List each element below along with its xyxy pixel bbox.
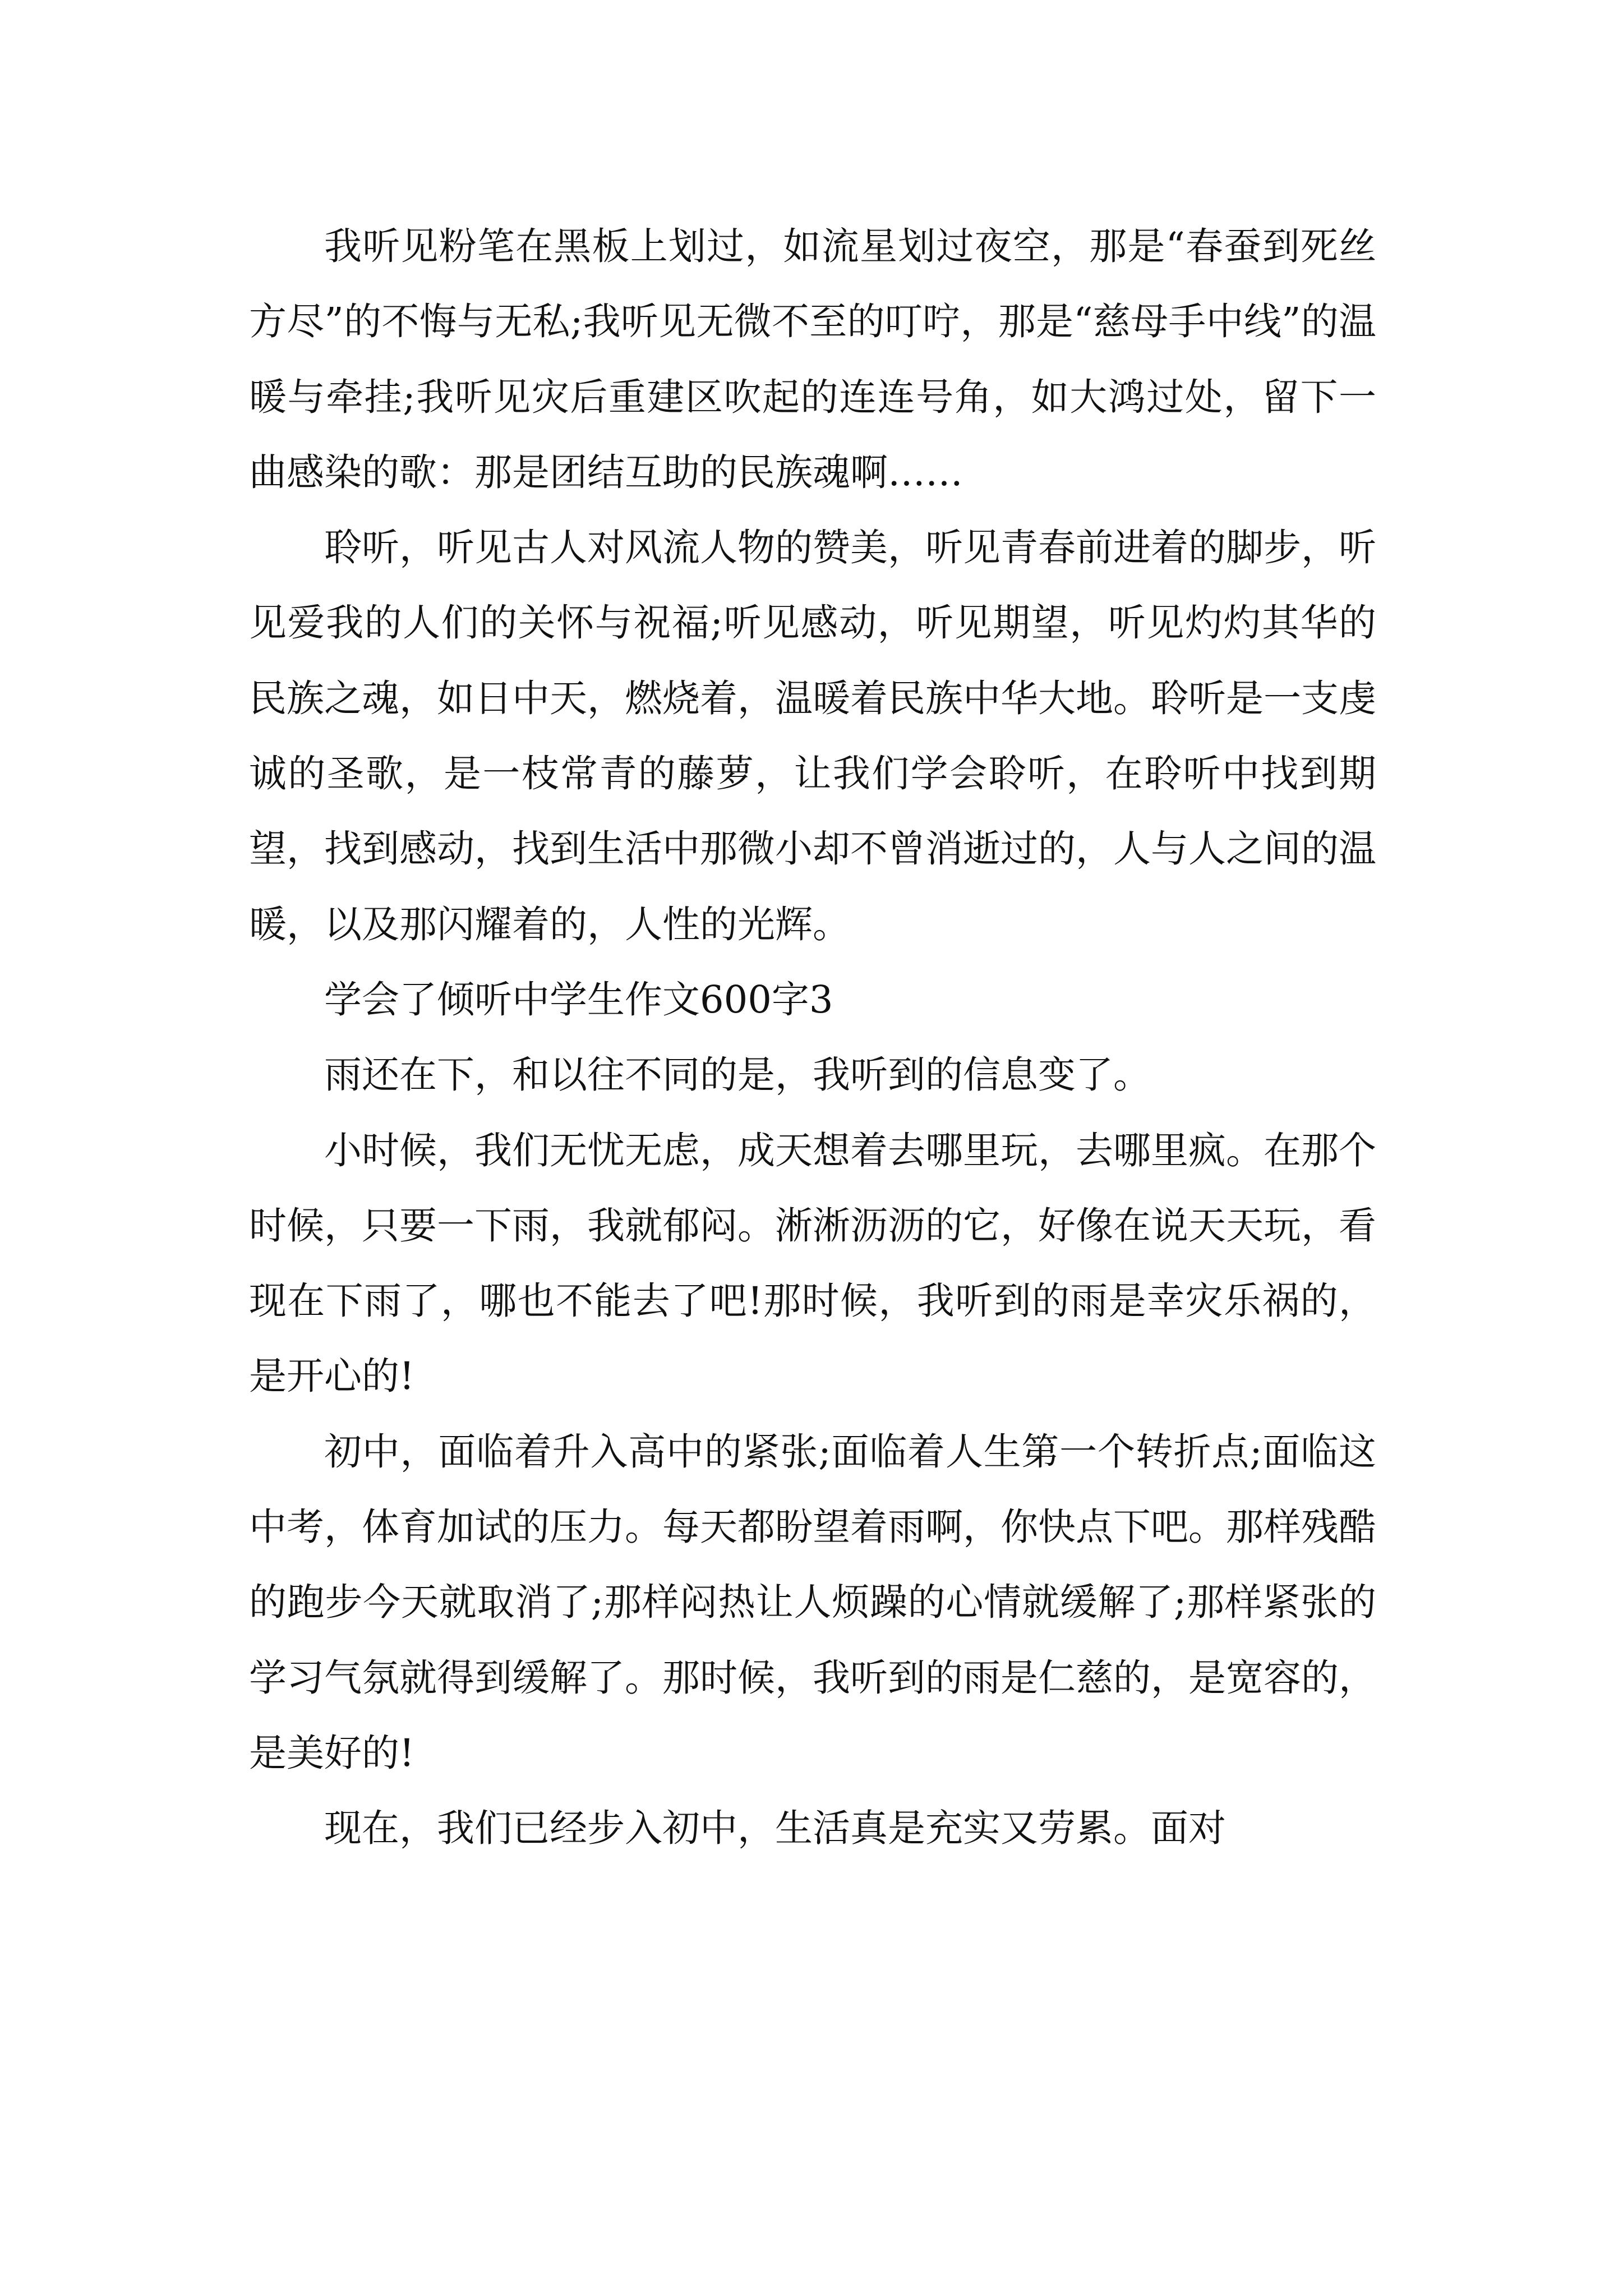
paragraph-teachers-mothers: 我听见粉笔在黑板上划过，如流星划过夜空，那是“春蚕到死丝方尽”的不悔与无私;我听见无微不至的叮咛，那是“慈母手中线”的温暖与牵挂;我听见灾后重建区吹起的连连号角，如大鸿过处，留下一曲感染的歌：那是团结互助的民族魂啊…… — [249, 224, 1376, 494]
document-body — [249, 209, 1376, 1866]
paragraph-childhood: 小时候，我们无忧无虑，成天想着去哪里玩，去哪里疯。在那个时候，只要一下雨，我就郁闷。淅淅沥沥的它，好像在说天天玩，看现在下雨了，哪也不能去了吧!那时候，我听到的雨是幸灾乐祸的，是开心的! — [249, 1128, 1376, 1398]
paragraph-listening-reflection: 聆听，听见古人对风流人物的赞美，听见青春前进着的脚步，听见爱我的人们的关怀与祝福;听见感动，听见期望，听见灼灼其华的民族之魂，如日中天，燃烧着，温暖着民族中华大地。聆听是一支虔诚的圣歌，是一枝常青的藤萝，让我们学会聆听，在聆听中找到期望，找到感动，找到生活中那微小却不曾消逝过的，人与人之间的温暖，以及那闪耀着的，人性的光辉。 — [249, 526, 1376, 946]
paragraph-now: 现在，我们已经步入初中，生活真是充实又劳累。面对 — [324, 1806, 1226, 1851]
paragraph-rain-intro: 雨还在下，和以往不同的是，我听到的信息变了。 — [324, 1053, 1151, 1097]
section-title: 学会了倾听中学生作文600字3 — [324, 977, 833, 1022]
paragraph-junior-high: 初中，面临着升入高中的紧张;面临着人生第一个转折点;面临这中考，体育加试的压力。每天都盼望着雨啊，你快点下吧。那样残酷的跑步今天就取消了;那样闷热让人烦躁的心情就缓解了;那样紧张的学习气氛就得到缓解了。那时候，我听到的雨是仁慈的，是宽容的，是美好的! — [249, 1429, 1376, 1775]
